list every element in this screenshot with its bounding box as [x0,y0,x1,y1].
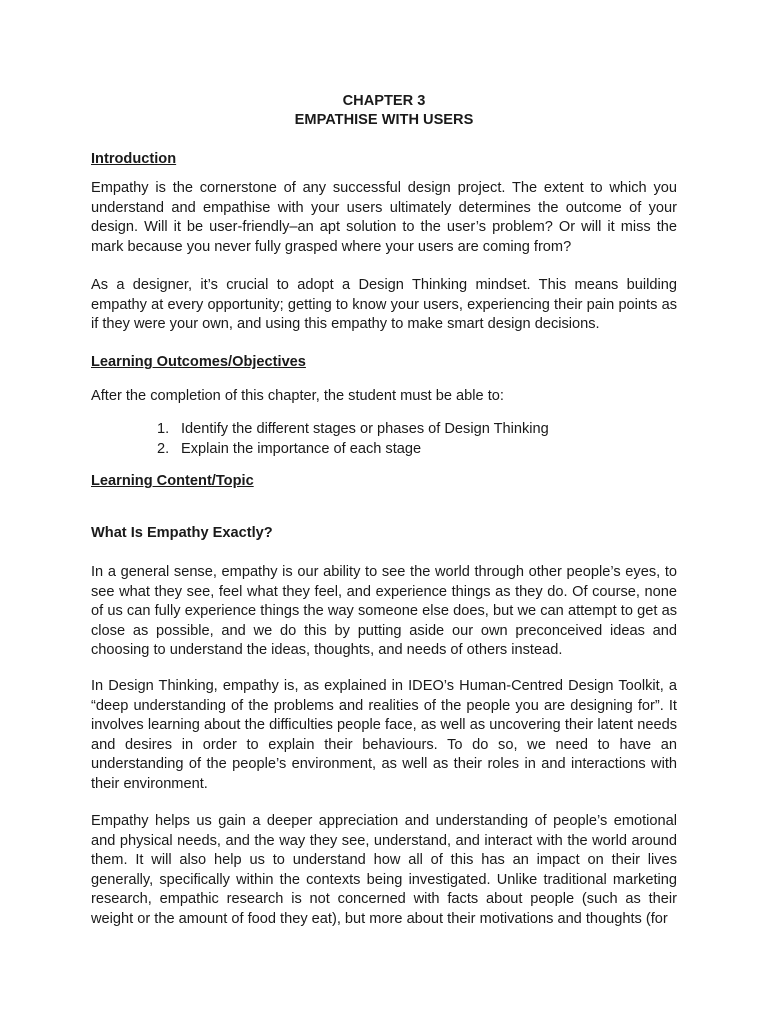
list-item-number: 2. [157,440,170,457]
list-item-text: Identify the different stages or phases of Design Thinking [181,421,549,437]
content-paragraph-3: Empathy helps us gain a deeper appreciation and understanding of people’s emotional and physical needs, and the way they see, understand, and interact with the world around them. It will also help us to understand how all of this has an impact on their lives generally, specifically within the contexts being investigated. Unlike traditional marketing research, empathic research is not concerned with facts about people (such as their weight or the amount of food they eat), but more about their motivations and thoughts (for [91,813,677,927]
objectives-heading: Learning Outcomes/Objectives [91,354,306,370]
introduction-paragraph-2: As a designer, it’s crucial to adopt a Design Thinking mindset. This means building empathy at every opportunity; getting to know your users, experiencing their pain points as if they were your own, and using this empathy to make smart design decisions. [91,277,677,333]
introduction-heading: Introduction [91,151,177,167]
content-subheading: What Is Empathy Exactly? [91,525,273,541]
chapter-title: EMPATHISE WITH USERS [294,112,474,128]
content-paragraph-1: In a general sense, empathy is our ability to see the world through other people’s eyes, to see what they see, feel what they feel, and experience things as they do. Of course, none of us can fully experience things the way someone else does, but we can attempt to get as close as possible, and we do this by putting aside our own preconceived ideas and choosing to understand the ideas, thoughts, and needs of others instead. [91,564,677,659]
list-item [157,420,677,440]
list-item-text: Explain the importance of each stage [181,440,422,457]
chapter-number: CHAPTER 3 [342,93,426,109]
content-paragraph-2: In Design Thinking, empathy is, as explained in IDEO’s Human-Centred Design Toolkit, a “deep understanding of the problems and realities of the people you are designing for”. It involves learning about the difficulties people face, as well as uncovering their latent needs and desires in order to explain their behaviours. To do so, we need to have an understanding of the people’s environment, as well as their roles in and interactions with their environment. [91,678,677,792]
objectives-lead: After the completion of this chapter, the student must be able to: [91,388,504,404]
content-heading: Learning Content/Topic [91,473,254,489]
list-item-number: 1. [157,421,170,437]
list-item [157,440,677,460]
objectives-list [157,420,677,459]
introduction-paragraph-1: Empathy is the cornerstone of any successful design project. The extent to which you understand and empathise with your users ultimately determines the outcome of your design. Will it be user-friendly–an apt solution to the user’s problem? Or will it miss the mark because you never fully grasped where your users are coming from? [91,180,677,255]
